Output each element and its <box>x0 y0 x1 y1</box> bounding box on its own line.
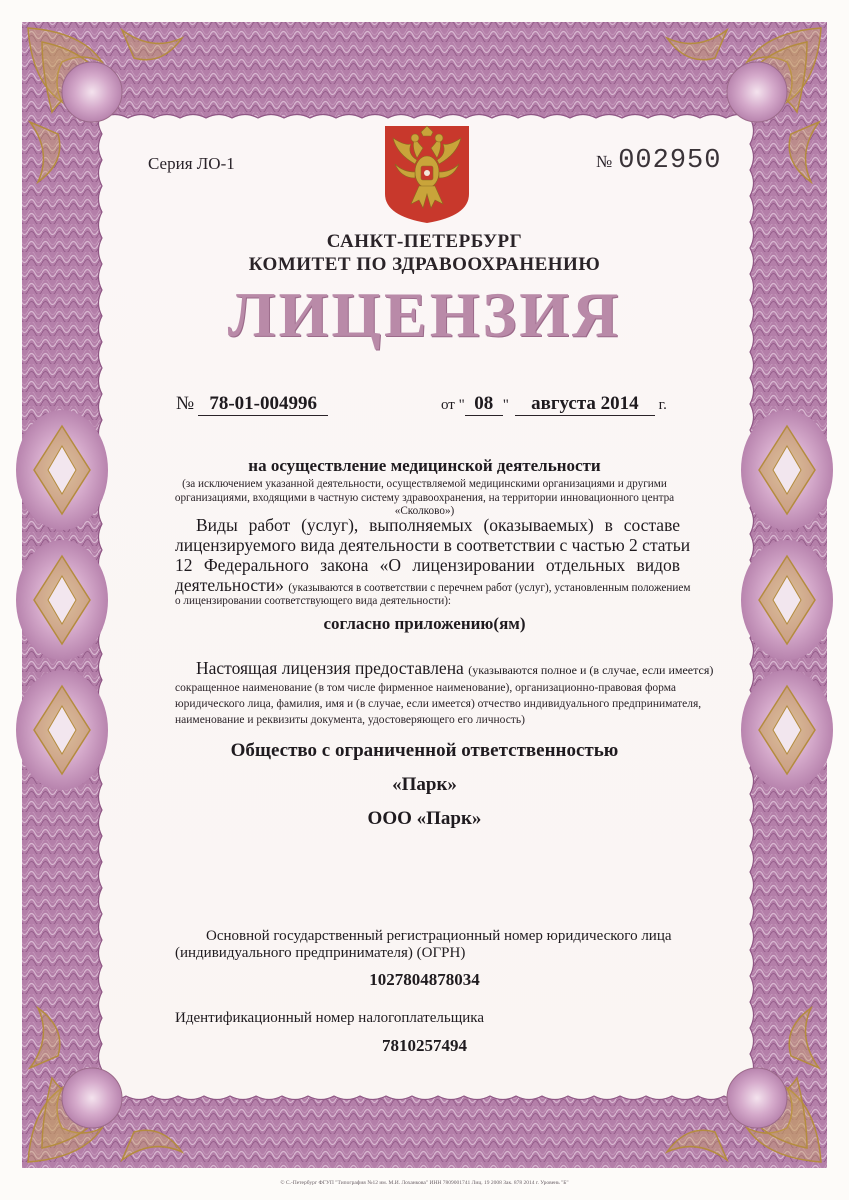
works-line-4 <box>175 575 690 596</box>
double-headed-eagle-icon <box>381 124 473 224</box>
grantee-short-name: ООО «Парк» <box>367 808 482 829</box>
series-label: Серия ЛО-1 <box>148 154 235 173</box>
works-line-5-note: о лицензировании соответствующего вида деятельности): <box>175 595 452 607</box>
date-day: 08 <box>465 393 503 416</box>
date-year-suffix: г. <box>658 397 667 413</box>
date-month-year <box>515 393 655 416</box>
blank-number-value: 002950 <box>618 146 722 176</box>
activity-note-line-2: организациями, входящими в частную систему здравоохранения, на территории инновационного центра <box>174 492 675 504</box>
works-value: согласно приложению(ям) <box>323 614 526 633</box>
rosette-ornament-icon <box>741 540 833 660</box>
grantee-intro-note: (указываются полное и (в случае, если имеется) <box>468 663 714 677</box>
activity-note-line-3: «Сколково») <box>394 505 455 517</box>
grantee-note-line-3: наименование и реквизиты документа, удостоверяющего его личность) <box>175 714 525 726</box>
license-number-value: 78-01-004996 <box>198 393 328 416</box>
rosette-ornament-icon <box>16 670 108 790</box>
grantee-full-name-line-2: «Парк» <box>392 774 457 795</box>
date-quote-open: " <box>458 397 465 413</box>
grantee-full-name-line-1: Общество с ограниченной ответственностью <box>230 740 619 761</box>
issuer-committee: КОМИТЕТ ПО ЗДРАВООХРАНЕНИЮ <box>248 254 601 275</box>
grantee-note-line-2: юридического лица, фамилия, имя и (в случае, если имеется) отчество индивидуального предпринимателя, <box>175 698 702 710</box>
inn-value: 7810257494 <box>382 1036 467 1055</box>
rosette-ornament-icon <box>16 540 108 660</box>
works-line-4-main: деятельности» <box>175 575 284 595</box>
issuer-city: САНКТ-ПЕТЕРБУРГ <box>326 231 523 252</box>
license-number <box>176 393 328 416</box>
date-quote-close: " <box>502 397 509 413</box>
works-line-1: Виды работ (услуг), выполняемых (оказываемых) в составе <box>196 515 680 535</box>
activity-title: на осуществление медицинской деятельности <box>248 456 601 475</box>
rosette-ornament-icon <box>741 670 833 790</box>
ogrn-label-line-2: (индивидуального предпринимателя) (ОГРН) <box>175 945 466 961</box>
ogrn-label-line-1: Основной государственный регистрационный номер юридического лица <box>206 928 672 944</box>
document-title: ЛИЦЕНЗИЯ <box>227 279 622 350</box>
license-number-prefix: № <box>176 393 195 414</box>
blank-number <box>596 146 721 176</box>
grantee-intro <box>196 658 713 679</box>
works-line-2: лицензируемого вида деятельности в соответствии с частью 2 статьи <box>175 535 691 555</box>
number-prefix: № <box>596 152 613 171</box>
date-year: 2014 <box>600 393 639 414</box>
grantee-note-line-1: сокращенное наименование (в том числе фирменное наименование), организационно-правовая форма <box>175 682 677 694</box>
works-line-3: 12 Федерального закона «О лицензировании отдельных видов <box>175 555 680 575</box>
printer-imprint: © С.-Петербург ФГУП "Типография №12 им. М.И. Лоханкова" ИНН 7809001741 Лиц. 19 2008 Зак. 878 2014 г. Уровень "Б" <box>280 1180 569 1186</box>
date-from-label: от <box>441 397 455 413</box>
date-month: августа <box>531 393 596 414</box>
license-date <box>441 393 667 416</box>
grantee-intro-main: Настоящая лицензия предоставлена <box>196 658 464 678</box>
activity-note-line-1: (за исключением указанной деятельности, осуществляемой медицинскими организациями и другими <box>182 478 667 490</box>
inn-label: Идентификационный номер налогоплательщика <box>175 1010 485 1026</box>
works-line-4-note: (указываются в соответствии с перечнем работ (услуг), установленным положением <box>288 582 691 594</box>
ogrn-value: 1027804878034 <box>369 970 480 989</box>
